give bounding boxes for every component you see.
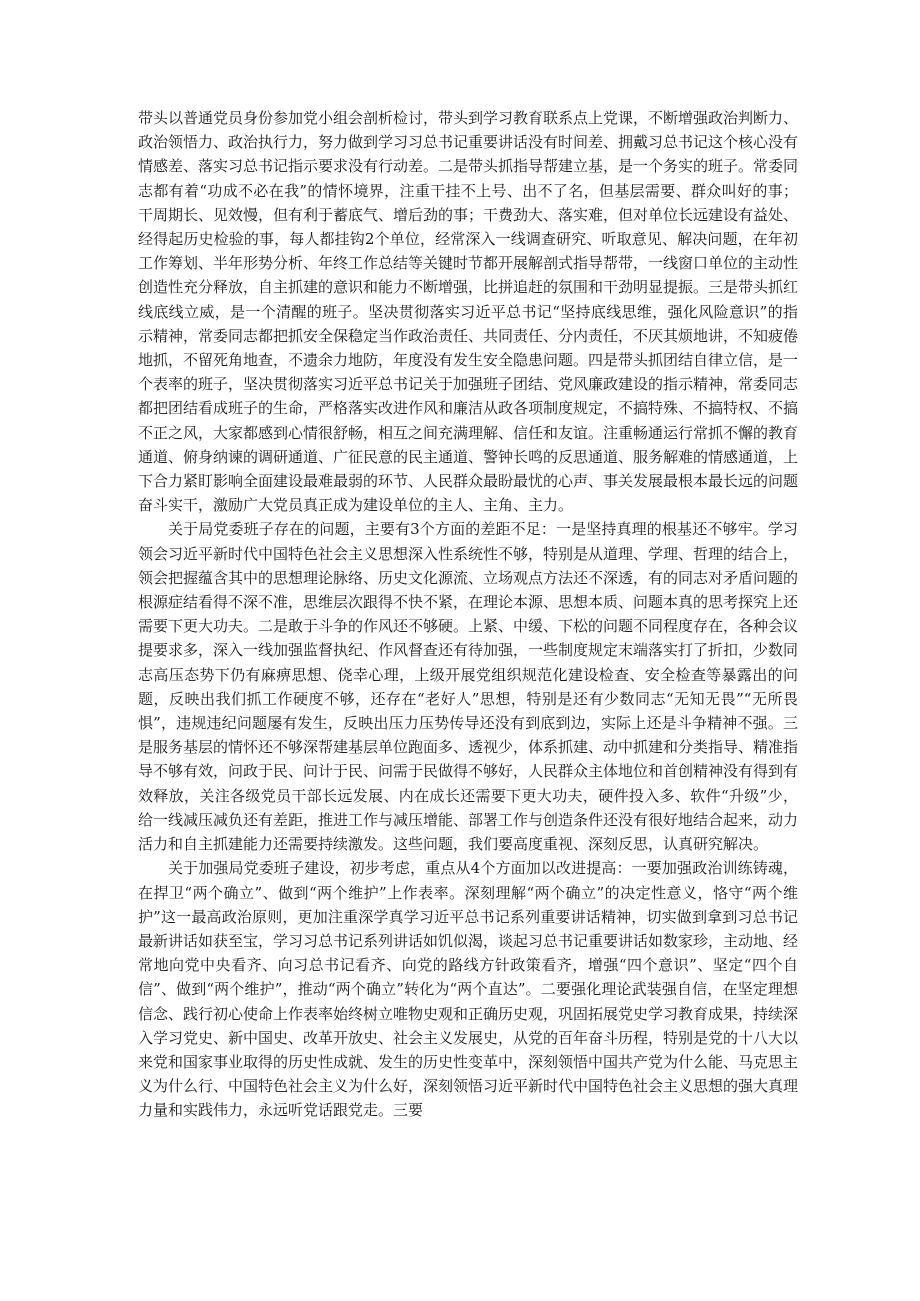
paragraph-3: 关于加强局党委班子建设，初步考虑，重点从4个方面加以改进提高：一要加强政治训练铸魂，在捍卫“两个确立”、做到“两个维护”上作表率。深刻理解“两个确立”的决定性意义，恪守“两个维护”这一最高政治原则，更加注重深学真学习近平总书记系列重要讲话精神，切实做到拿到习总书记最新讲话如获至宝，学习习总书记系列讲话如饥似渴，谈起习总书记重要讲话如数家珍，主动地、经常地向党中央看齐、向习总书记看齐、向党的路线方针政策看齐，增强“四个意识”、坚定“四个自信”、做到“两个维护”，推动“两个确立”转化为“两个直达”。二要强化理论武装强自信，在坚定理想信念、践行初心使命上作表率始终树立唯物史观和正确历史观，巩固拓展党史学习教育成果，持续深入学习党史、新中国史、改革开放史、社会主义发展史，从党的百年奋斗历程，特别是党的十八大以来党和国家事业取得的历史性成就、发生的历史性变革中，深刻领悟中国共产党为什么能、马克思主义为什么行、中国特色社会主义为什么好，深刻领悟习近平新时代中国特色社会主义思想的强大真理力量和实践伟力，永远听党话跟党走。三要 (138, 859, 799, 1120)
paragraph-2: 关于局党委班子存在的问题，主要有3个方面的差距不足：一是坚持真理的根基还不够牢。学习领会习近平新时代中国特色社会主义思想深入性系统性不够，特别是从道理、学理、哲理的结合上，领会把握蕴含其中的思想理论脉络、历史文化源流、立场观点方法还不深透，有的同志对矛盾问题的根源症结看得不深不准，思维层次跟得不快不紧，在理论本源、思想本质、问题本真的思考探究上还需要下更大功夫。二是敢于斗争的作风还不够硬。上紧、中缓、下松的问题不同程度存在，各种会议提要求多，深入一线加强监督执纪、作风督查还有待加强，一些制度规定末端落实打了折扣，少数同志高压态势下仍有麻痹思想、侥幸心理，上级开展党组织规范化建设检查、安全检查等暴露出的问题，反映出我们抓工作硬度不够，还存在“老好人”思想，特别是还有少数同志“无知无畏”“无所畏惧”，违规违纪问题屡有发生，反映出压力压势传导还没有到底到边，实际上还是斗争精神不强。三是服务基层的情怀还不够深帮建基层单位跑面多、透视少，体系抓建、动中抓建和分类指导、精准指导不够有效，问政于民、问计于民、问需于民做得不够好，人民群众主体地位和首创精神没有得到有效释放，关注各级党员干部长远发展、内在成长还需要下更大功夫，硬件投入多、软件“升级”少，给一线减压减负还有差距，推进工作与减压增能、部署工作与创造条件还没有很好地结合起来，动力活力和自主抓建能力还需要持续激发。这些问题，我们要高度重视、深刻反思，认真研究解决。 (138, 520, 799, 854)
paragraph-1: 带头以普通党员身份参加党小组会剖析检讨，带头到学习教育联系点上党课，不断增强政治判断力、政治领悟力、政治执行力，努力做到学习习总书记重要讲话没有时间差、拥戴习总书记这个核心没有情感差、落实习总书记指示要求没有行动差。二是带头抓指导帮建立基，是一个务实的班子。常委同志都有着“功成不必在我”的情怀境界，注重干挂不上号、出不了名，但基层需要、群众叫好的事；干周期长、见效慢，但有利于蓄底气、增后劲的事；干费劲大、落实难，但对单位长远建设有益处、经得起历史检验的事，每人都挂钩2个单位，经常深入一线调查研究、听取意见、解决问题，在年初工作筹划、半年形势分析、年终工作总结等关键时节都开展解剖式指导帮带，一线窗口单位的主动性创造性充分释放，自主抓建的意识和能力不断增强，比拼追赶的氛围和干劲明显提振。三是带头抓红线底线立威，是一个清醒的班子。坚决贯彻落实习近平总书记“坚持底线思维，强化风险意识”的指示精神，常委同志都把抓安全保稳定当作政治责任、共同责任、分内责任，不厌其烦地讲，不知疲倦地抓，不留死角地查，不遗余力地防，年度没有发生安全隐患问题。四是带头抓团结自律立信，是一个表率的班子，坚决贯彻落实习近平总书记关于加强班子团结、党风廉政建设的指示精神，常委同志都把团结看成班子的生命，严格落实改进作风和廉洁从政各项制度规定，不搞特殊、不搞特权、不搞不正之风，大家都感到心情很舒畅，相互之间充满理解、信任和友谊。注重畅通运行常抓不懈的教育通道、俯身纳谏的调研通道、广征民意的民主通道、警钟长鸣的反思通道、服务解难的情感通道，上下合力紧盯影响全面建设最难最弱的环节、人民群众最盼最忧的心声、事关发展最根本最长远的问题奋斗实干，激励广大党员真正成为建设单位的主人、主角、主力。 (138, 109, 799, 515)
document-page (138, 106, 798, 1123)
